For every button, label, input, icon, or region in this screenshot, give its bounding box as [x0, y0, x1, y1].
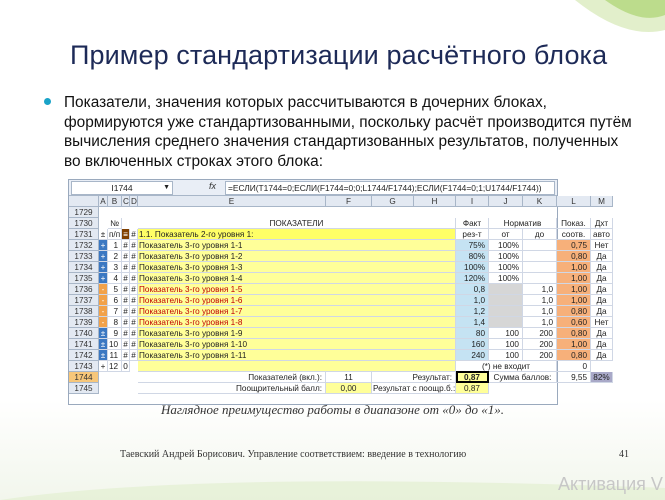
bullet-text: Показатели, значения которых рассчитываются в дочерних блоках, формируются уже стандартизованными, поскольку расчёт производится путём вычисления среднего значения стандартизованных результатов, полученных во включенных строках этого блока: [64, 94, 632, 170]
column-header-d[interactable]: D [131, 197, 137, 206]
indicator-name-cell[interactable]: Показатель 3-го уровня 1-6 [138, 295, 456, 306]
item-number-cell[interactable]: 2 [108, 251, 122, 262]
row-number[interactable]: 1740 [69, 328, 99, 339]
level2-indicator-cell[interactable]: 1.1. Показатель 2-го уровня 1: [138, 229, 456, 240]
norm-to-cell[interactable] [523, 273, 557, 284]
hash-cell[interactable]: # [130, 350, 138, 361]
fact-result-cell[interactable]: 80 [456, 328, 489, 339]
item-number-cell[interactable]: 4 [108, 273, 122, 284]
sheet-row-1731 [69, 229, 610, 240]
hash-cell[interactable]: # [122, 328, 130, 339]
row-number[interactable]: 1738 [69, 306, 99, 317]
fact-result-cell[interactable]: 1,4 [456, 317, 489, 328]
sheet-row-1732 [69, 240, 609, 251]
hash-cell[interactable]: # [130, 306, 138, 317]
header-dht-cell[interactable]: Дхт [591, 218, 613, 229]
label-cell[interactable]: Сумма баллов: [489, 372, 557, 383]
column-header-h[interactable]: H [414, 196, 456, 207]
row-number[interactable]: 1736 [69, 284, 99, 295]
header-pp-cell[interactable]: п/п [109, 230, 121, 239]
norm-from-cell[interactable]: 100% [489, 251, 523, 262]
column-header-k[interactable]: K [523, 196, 557, 207]
row-number[interactable]: 1734 [69, 262, 99, 273]
auto-flag-cell[interactable]: Да [591, 251, 613, 262]
hash-cell[interactable]: # [130, 273, 138, 284]
sum-cell[interactable]: 9,55 [557, 372, 591, 383]
hash-cell[interactable]: # [130, 317, 138, 328]
hash-cell[interactable]: # [122, 240, 130, 251]
row-number[interactable]: 1737 [69, 295, 99, 306]
hash-cell[interactable]: # [122, 295, 130, 306]
label-cell[interactable]: Результат: [372, 372, 456, 383]
row-number[interactable]: 1739 [69, 317, 99, 328]
sheet-row-1733 [69, 251, 607, 262]
header-score-cell[interactable]: Показ. [557, 218, 591, 229]
row-number[interactable]: 1745 [69, 383, 99, 394]
row-number[interactable]: 1742 [69, 350, 99, 361]
auto-flag-cell[interactable]: Да [591, 295, 613, 306]
compliance-score-cell[interactable]: 0,75 [557, 240, 591, 251]
name-box-value: I1744 [111, 183, 133, 193]
hash-cell[interactable]: # [122, 284, 130, 295]
fact-result-cell[interactable]: 120% [456, 273, 489, 284]
norm-from-cell[interactable]: 100% [489, 262, 523, 273]
row-number[interactable]: 1741 [69, 339, 99, 350]
header-compliance-cell[interactable]: соотв. [557, 229, 591, 240]
row-number[interactable]: 1730 [69, 218, 99, 229]
norm-from-cell[interactable] [489, 306, 523, 317]
row-number[interactable]: 1744 [69, 372, 99, 383]
norm-to-cell[interactable]: 200 [523, 339, 557, 350]
indicator-name-cell[interactable]: Показатель 3-го уровня 1-8 [138, 317, 456, 328]
norm-from-cell[interactable]: 100% [489, 240, 523, 251]
compliance-score-cell[interactable]: 0,80 [557, 328, 591, 339]
row-number[interactable]: 1729 [69, 207, 99, 218]
norm-to-cell[interactable]: 1,0 [523, 317, 557, 328]
include-toggle-cell[interactable]: + [99, 251, 108, 262]
column-header-l[interactable]: L [557, 196, 591, 207]
include-toggle-cell[interactable]: - [99, 306, 108, 317]
label-cell[interactable]: Показателей (вкл.): [138, 372, 326, 383]
include-toggle-cell[interactable]: ± [99, 350, 108, 361]
item-number-cell[interactable]: 8 [108, 317, 122, 328]
norm-from-cell[interactable] [489, 284, 523, 295]
bonus-cell[interactable]: 0,00 [326, 383, 372, 394]
include-toggle-cell[interactable]: ± [99, 339, 108, 350]
level-marker-cell[interactable]: ≡ [122, 229, 130, 240]
indicator-name-cell[interactable]: Показатель 3-го уровня 1-3 [138, 262, 456, 273]
item-number-cell[interactable]: 1 [108, 240, 122, 251]
formula-bar [69, 180, 557, 196]
compliance-score-cell[interactable]: 1,00 [557, 262, 591, 273]
compliance-score-cell[interactable]: 1,00 [557, 273, 591, 284]
slide-footer: Таевский Андрей Борисович. Управление соответствием: введение в технологию [120, 449, 467, 460]
indicator-name-cell[interactable]: Показатель 3-го уровня 1-10 [138, 339, 456, 350]
toggle-cell[interactable]: ± [99, 229, 108, 240]
fact-result-cell[interactable]: 100% [456, 262, 489, 273]
header-number-cell[interactable]: № [108, 218, 122, 229]
norm-to-cell[interactable]: 200 [523, 350, 557, 361]
auto-flag-cell[interactable]: Да [591, 339, 613, 350]
column-header-j[interactable]: J [489, 196, 523, 207]
hash-cell[interactable]: # [130, 284, 138, 295]
auto-flag-cell[interactable]: Да [591, 262, 613, 273]
header-fact-cell[interactable]: Факт [456, 218, 489, 229]
item-number-cell[interactable]: 5 [108, 284, 122, 295]
item-number-cell[interactable]: 9 [108, 328, 122, 339]
row-number[interactable]: 1731 [69, 229, 99, 240]
chevron-down-icon[interactable]: ▼ [163, 184, 170, 191]
auto-flag-cell[interactable]: Да [591, 306, 613, 317]
hash-cell[interactable]: # [130, 229, 138, 240]
indicator-name-cell[interactable] [138, 361, 456, 372]
fact-result-cell[interactable]: 0,8 [456, 284, 489, 295]
count-cell[interactable]: 11 [326, 372, 372, 383]
include-toggle-cell[interactable]: - [99, 284, 108, 295]
auto-flag-cell[interactable]: Да [591, 328, 613, 339]
item-number-cell[interactable]: 10 [108, 339, 122, 350]
hash-cell[interactable]: # [122, 251, 130, 262]
include-toggle-cell[interactable]: - [99, 317, 108, 328]
page-number: 41 [619, 449, 629, 460]
header-result-cell[interactable]: рез-т [456, 229, 489, 240]
hash-cell[interactable]: # [130, 240, 138, 251]
indicator-name-cell[interactable]: Показатель 3-го уровня 1-4 [138, 273, 456, 284]
header-indicators-cell[interactable]: ПОКАЗАТЕЛИ [138, 218, 456, 229]
norm-from-cell[interactable] [489, 317, 523, 328]
column-header-row [69, 196, 605, 207]
row-number[interactable]: 1733 [69, 251, 99, 262]
hash-cell[interactable]: # [122, 350, 130, 361]
sheet-row-1729 [69, 207, 557, 218]
norm-to-cell[interactable] [523, 262, 557, 273]
bullet-dot-icon [44, 98, 51, 105]
norm-to-cell[interactable] [523, 251, 557, 262]
slide-caption: Наглядное преимущество работы в диапазоне от «0» до «1». [160, 402, 505, 417]
toggle-cell[interactable]: + [99, 361, 108, 372]
column-header-i[interactable]: I [456, 196, 489, 207]
fact-result-cell[interactable]: 1,2 [456, 306, 489, 317]
activation-watermark: Активация V [558, 474, 663, 494]
zero-cell[interactable]: 0 [122, 361, 130, 372]
header-to-cell[interactable]: до [523, 229, 557, 240]
norm-to-cell[interactable]: 1,0 [523, 295, 557, 306]
auto-flag-cell[interactable]: Нет [591, 240, 613, 251]
sheet-row-1744 [69, 372, 610, 383]
norm-from-cell[interactable]: 100 [489, 350, 523, 361]
sheet-row-1743 [69, 361, 587, 372]
auto-flag-cell[interactable]: Нет [591, 317, 613, 328]
norm-from-cell[interactable]: 100 [489, 339, 523, 350]
item-number-cell[interactable]: 3 [108, 262, 122, 273]
include-toggle-cell[interactable]: + [99, 273, 108, 284]
sheet-row-1742 [69, 350, 607, 361]
item-number-cell[interactable]: 12 [108, 361, 122, 372]
fact-result-cell[interactable]: 1,0 [456, 295, 489, 306]
item-number-cell[interactable]: 6 [108, 295, 122, 306]
compliance-score-cell[interactable]: 0,80 [557, 350, 591, 361]
sheet-row-1735 [69, 273, 607, 284]
compliance-score-cell[interactable]: 0 [557, 361, 591, 372]
column-header-f[interactable]: F [326, 196, 372, 207]
sheet-row-1734 [69, 262, 607, 273]
item-number-cell[interactable]: 7 [108, 306, 122, 317]
hash-cell[interactable]: # [122, 339, 130, 350]
excel-screenshot [68, 179, 610, 405]
indicator-name-cell[interactable]: Показатель 3-го уровня 1-11 [138, 350, 456, 361]
norm-to-cell[interactable]: 1,0 [523, 284, 557, 295]
column-header-b[interactable]: B [108, 196, 122, 207]
norm-to-cell[interactable]: 200 [523, 328, 557, 339]
compliance-score-cell[interactable]: 0,80 [557, 251, 591, 262]
row-number[interactable]: 1732 [69, 240, 99, 251]
label-cell[interactable]: Результат с поощр.б.: [373, 384, 456, 393]
fact-result-cell[interactable]: 240 [456, 350, 489, 361]
fact-result-cell[interactable]: 75% [456, 240, 489, 251]
column-header-g[interactable]: G [372, 196, 414, 207]
sheet-row-1737 [69, 295, 607, 306]
formula-input[interactable]: =ЕСЛИ(T1744=0;ЕСЛИ(F1744=0;0;L1744/F1744);ЕСЛИ(F1744=0;1;U1744/F1744)) [225, 181, 555, 195]
norm-to-cell[interactable]: 1,0 [523, 306, 557, 317]
sheet-row-1741 [69, 339, 607, 350]
compliance-score-cell[interactable]: 1,00 [557, 339, 591, 350]
fx-icon[interactable]: fx [209, 181, 217, 191]
sheet-row-1738 [69, 306, 607, 317]
indicator-name-cell[interactable]: Показатель 3-го уровня 1-9 [138, 328, 456, 339]
compliance-score-cell[interactable]: 1,00 [557, 284, 591, 295]
sheet-row-1740 [69, 328, 607, 339]
label-cell[interactable]: Поощрительный балл: [138, 383, 326, 394]
hash-cell[interactable]: # [130, 339, 138, 350]
sheet-row-1739 [69, 317, 609, 328]
excluded-note-cell[interactable]: (*) не входит [456, 361, 557, 372]
hash-cell[interactable]: # [130, 251, 138, 262]
sheet-row-1730 [69, 218, 609, 229]
indicator-name-cell[interactable]: Показатель 3-го уровня 1-1 [138, 240, 456, 251]
norm-from-cell[interactable]: 100% [489, 273, 523, 284]
percent-cell[interactable]: 82% [591, 372, 613, 383]
indicator-name-cell[interactable]: Показатель 3-го уровня 1-7 [138, 306, 456, 317]
hash-cell[interactable]: # [122, 317, 130, 328]
result-cell[interactable]: 0,87 [456, 372, 489, 383]
select-all-corner[interactable] [69, 196, 99, 207]
column-header-c[interactable]: C [123, 197, 129, 206]
name-box[interactable] [71, 181, 173, 195]
column-header-a[interactable]: A [99, 196, 108, 207]
indicator-name-cell[interactable]: Показатель 3-го уровня 1-5 [138, 284, 456, 295]
header-from-cell[interactable]: от [489, 229, 523, 240]
hash-cell[interactable]: # [130, 262, 138, 273]
include-toggle-cell[interactable]: - [99, 295, 108, 306]
compliance-score-cell[interactable]: 0,60 [557, 317, 591, 328]
auto-flag-cell[interactable]: Да [591, 273, 613, 284]
norm-to-cell[interactable] [523, 240, 557, 251]
hash-cell[interactable]: # [130, 328, 138, 339]
result-with-bonus-cell[interactable]: 0,87 [456, 383, 489, 394]
fact-result-cell[interactable]: 80% [456, 251, 489, 262]
auto-flag-cell[interactable]: Да [591, 350, 613, 361]
include-toggle-cell[interactable]: + [99, 262, 108, 273]
slide-title: Пример стандартизации расчётного блока [70, 40, 608, 70]
header-auto-cell[interactable]: авто [591, 229, 613, 240]
header-norm-cell[interactable]: Норматив [489, 218, 557, 229]
include-toggle-cell[interactable]: ± [99, 328, 108, 339]
auto-flag-cell[interactable]: Да [591, 284, 613, 295]
item-number-cell[interactable]: 11 [108, 350, 122, 361]
compliance-score-cell[interactable]: 1,00 [557, 295, 591, 306]
sheet-row-1745 [69, 383, 557, 394]
norm-from-cell[interactable] [489, 295, 523, 306]
hash-cell[interactable]: # [122, 273, 130, 284]
norm-from-cell[interactable]: 100 [489, 328, 523, 339]
row-number[interactable]: 1743 [69, 361, 99, 372]
row-number[interactable]: 1735 [69, 273, 99, 284]
hash-cell[interactable]: # [122, 262, 130, 273]
compliance-score-cell[interactable]: 0,80 [557, 306, 591, 317]
hash-cell[interactable]: # [130, 295, 138, 306]
indicator-name-cell[interactable]: Показатель 3-го уровня 1-2 [138, 251, 456, 262]
column-header-m[interactable]: M [591, 196, 613, 207]
column-header-e[interactable]: E [138, 196, 326, 207]
sheet-row-1736 [69, 284, 607, 295]
fact-result-cell[interactable]: 160 [456, 339, 489, 350]
hash-cell[interactable]: # [122, 306, 130, 317]
include-toggle-cell[interactable]: + [99, 240, 108, 251]
